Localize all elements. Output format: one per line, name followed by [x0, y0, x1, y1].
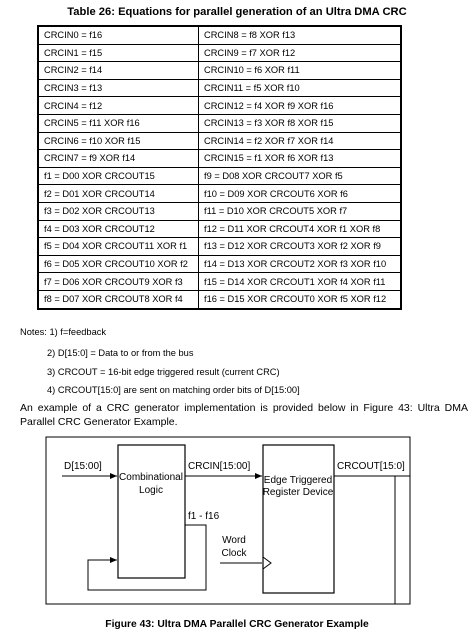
table-row: [38, 220, 401, 238]
clock-label-2: Clock: [221, 548, 247, 559]
equation-cell-left: f8 = D07 XOR CRCOUT8 XOR f4: [38, 290, 199, 308]
feedback-loop-arrow: [88, 525, 206, 590]
equation-cell-left: f5 = D04 XOR CRCOUT11 XOR f1: [38, 238, 199, 256]
equation-cell-left: CRCIN0 = f16: [38, 26, 199, 44]
equation-cell-right: CRCIN11 = f5 XOR f10: [199, 79, 402, 97]
combinational-label: Combinational: [119, 472, 183, 483]
table-row: [38, 79, 401, 97]
equation-cell-left: f1 = D00 XOR CRCOUT15: [38, 167, 199, 185]
register-box: [263, 445, 334, 593]
equation-cell-right: CRCIN10 = f6 XOR f11: [199, 62, 402, 80]
equation-cell-left: f7 = D06 XOR CRCOUT9 XOR f3: [38, 273, 199, 291]
table-title: Table 26: Equations for parallel generation of an Ultra DMA CRC: [67, 6, 407, 18]
clock-label-1: Word: [222, 535, 246, 546]
table-row: [38, 273, 401, 291]
equation-cell-left: CRCIN4 = f12: [38, 97, 199, 115]
intro-paragraph: An example of a CRC generator implementation is provided below in Figure 43: Ultra DMA Parallel CRC Generator Example.: [20, 402, 468, 428]
crc-equations-table: [37, 25, 402, 310]
equation-cell-left: CRCIN1 = f15: [38, 44, 199, 62]
crcin-label: CRCIN[15:00]: [188, 461, 251, 472]
equation-cell-right: f11 = D10 XOR CRCOUT5 XOR f7: [199, 202, 402, 220]
table-row: [38, 114, 401, 132]
f-label: f1 - f16: [188, 511, 220, 522]
table-row: [38, 26, 401, 44]
equation-cell-left: f2 = D01 XOR CRCOUT14: [38, 185, 199, 203]
table-row: [38, 132, 401, 150]
combinational-logic-box: [118, 445, 185, 578]
equation-cell-right: CRCIN15 = f1 XOR f6 XOR f13: [199, 150, 402, 168]
table-row: [38, 150, 401, 168]
equation-cell-right: CRCIN13 = f3 XOR f8 XOR f15: [199, 114, 402, 132]
equation-cell-left: CRCIN6 = f10 XOR f15: [38, 132, 199, 150]
clock-edge-icon: [263, 557, 271, 569]
equation-cell-right: CRCIN8 = f8 XOR f13: [199, 26, 402, 44]
equation-cell-left: f4 = D03 XOR CRCOUT12: [38, 220, 199, 238]
register-label-2: Register Device: [262, 487, 334, 498]
equation-cell-right: f12 = D11 XOR CRCOUT4 XOR f1 XOR f8: [199, 220, 402, 238]
equation-cell-left: f6 = D05 XOR CRCOUT10 XOR f2: [38, 255, 199, 273]
equation-cell-right: f15 = D14 XOR CRCOUT1 XOR f4 XOR f11: [199, 273, 402, 291]
table-row: [38, 238, 401, 256]
table-row: [38, 167, 401, 185]
equation-cell-right: f16 = D15 XOR CRCOUT0 XOR f5 XOR f12: [199, 290, 402, 308]
equation-cell-right: CRCIN14 = f2 XOR f7 XOR f14: [199, 132, 402, 150]
note-4: 4) CRCOUT[15:0] are sent on matching order bits of D[15:00]: [47, 385, 300, 395]
input-label: D[15:00]: [64, 461, 102, 472]
table-row: [38, 255, 401, 273]
crcout-label: CRCOUT[15:0]: [337, 461, 405, 472]
equation-cell-right: f13 = D12 XOR CRCOUT3 XOR f2 XOR f9: [199, 238, 402, 256]
equation-cell-right: CRCIN9 = f7 XOR f12: [199, 44, 402, 62]
notes-heading: Notes: 1) f=feedback: [20, 327, 107, 337]
equation-cell-left: CRCIN3 = f13: [38, 79, 199, 97]
logic-label: Logic: [139, 485, 163, 496]
equation-cell-left: CRCIN2 = f14: [38, 62, 199, 80]
equation-cell-right: CRCIN12 = f4 XOR f9 XOR f16: [199, 97, 402, 115]
crc-generator-diagram: [0, 432, 474, 612]
equation-cell-right: f9 = D08 XOR CRCOUT7 XOR f5: [199, 167, 402, 185]
note-2: 2) D[15:0] = Data to or from the bus: [47, 348, 194, 358]
table-row: [38, 97, 401, 115]
figure-caption: Figure 43: Ultra DMA Parallel CRC Generator Example: [105, 619, 369, 630]
equation-cell-left: CRCIN7 = f9 XOR f14: [38, 150, 199, 168]
table-row: [38, 290, 401, 308]
note-3: 3) CRCOUT = 16-bit edge triggered result (current CRC): [47, 367, 280, 377]
equation-cell-left: CRCIN5 = f11 XOR f16: [38, 114, 199, 132]
equation-cell-right: f14 = D13 XOR CRCOUT2 XOR f3 XOR f10: [199, 255, 402, 273]
table-row: [38, 185, 401, 203]
table-row: [38, 202, 401, 220]
register-label-1: Edge Triggered: [263, 475, 333, 486]
equation-cell-left: f3 = D02 XOR CRCOUT13: [38, 202, 199, 220]
table-row: [38, 44, 401, 62]
table-row: [38, 62, 401, 80]
equation-cell-right: f10 = D09 XOR CRCOUT6 XOR f6: [199, 185, 402, 203]
